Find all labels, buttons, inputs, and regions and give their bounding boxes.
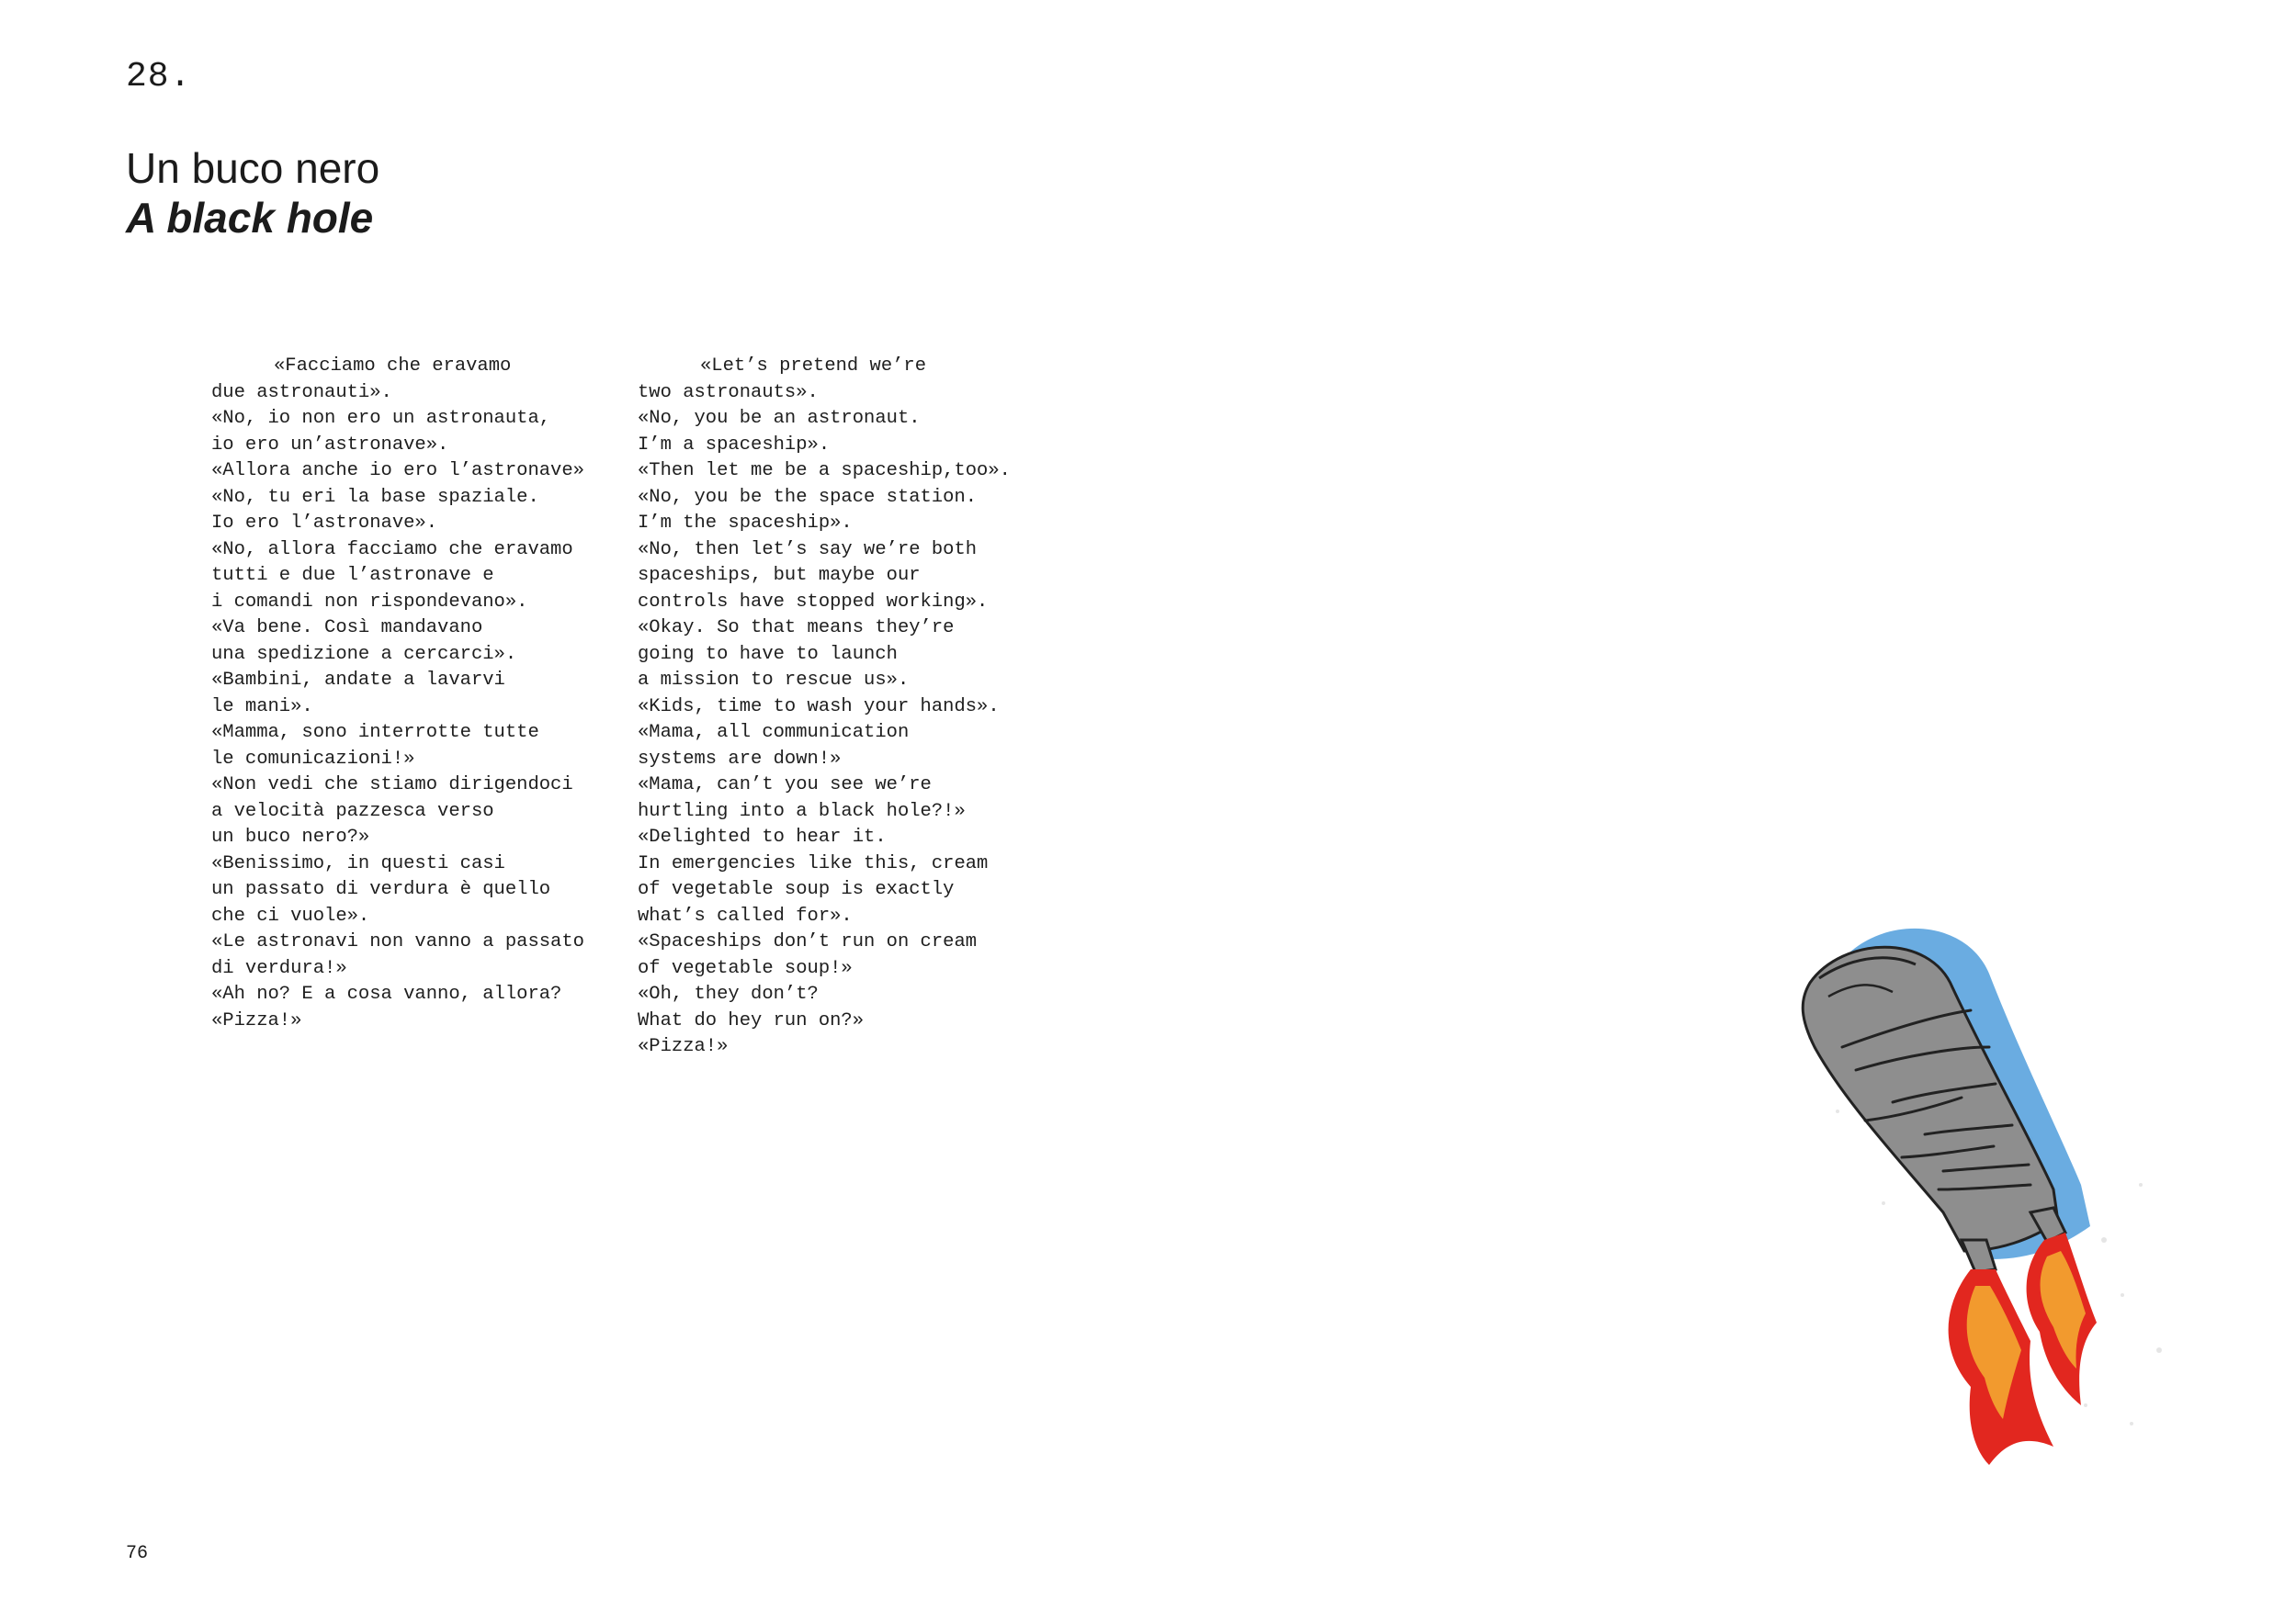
italian-text-line: le comunicazioni!»	[211, 748, 415, 770]
english-text-line: controls have stopped working».	[638, 591, 989, 613]
italian-text-line: una spedizione a cercarci».	[211, 643, 517, 665]
italian-text-line: «Va bene. Così mandavano	[211, 617, 483, 638]
title-italian: Un buco nero	[126, 144, 380, 192]
english-text-line: «No, then let’s say we’re both	[638, 538, 978, 560]
english-text-line: «Okay. So that means they’re	[638, 617, 955, 638]
italian-text-line: «Non vedi che stiamo dirigendoci	[211, 774, 573, 795]
italian-text-column	[211, 354, 616, 1034]
italian-text-line: «Ah no? E a cosa vanno, allora?	[211, 984, 562, 1005]
italian-text-line: «Facciamo che eravamo	[274, 355, 512, 377]
title-block	[126, 143, 379, 242]
italian-text-line: «Le astronavi non vanno a passato	[211, 931, 584, 952]
italian-text-line: i comandi non rispondevano».	[211, 591, 528, 613]
page-number: 76	[126, 1543, 149, 1564]
chapter-number: 28.	[126, 57, 192, 96]
english-text-column	[638, 354, 1060, 1061]
english-text-line: In emergencies like this, cream	[638, 852, 989, 874]
italian-text-line: le mani».	[211, 695, 313, 717]
english-text-line: of vegetable soup!»	[638, 957, 853, 979]
italian-text-line: «No, tu eri la base spaziale.	[211, 486, 539, 508]
english-text-line: «Mama, all communication	[638, 722, 910, 743]
english-text-line: «No, you be the space station.	[638, 486, 978, 508]
english-text-line: «Then let me be a spaceship,too».	[638, 460, 1011, 481]
english-text-line: a mission to rescue us».	[638, 670, 910, 691]
english-text-line: «No, you be an astronaut.	[638, 408, 921, 429]
english-text-line: hurtling into a black hole?!»	[638, 800, 966, 822]
italian-text-line: un passato di verdura è quello	[211, 879, 551, 900]
italian-text-line: di verdura!»	[211, 957, 347, 979]
italian-text-line: «Pizza!»	[211, 1009, 302, 1031]
english-text-line: «Pizza!»	[638, 1036, 729, 1057]
italian-text-line: due astronauti».	[211, 381, 392, 403]
italian-text-line: «Bambini, andate a lavarvi	[211, 670, 505, 691]
english-text-line: «Kids, time to wash your hands».	[638, 695, 1000, 717]
italian-text-line: «No, allora facciamo che eravamo	[211, 538, 573, 560]
english-text-line: «Spaceships don’t run on cream	[638, 931, 978, 952]
english-text-line: what’s called for».	[638, 905, 853, 927]
italian-text-line: a velocità pazzesca verso	[211, 800, 494, 822]
english-text-line: «Mama, can’t you see we’re	[638, 774, 932, 795]
title-english: A black hole	[126, 194, 374, 242]
italian-text-line: un buco nero?»	[211, 827, 370, 848]
italian-text-line: «Benissimo, in questi casi	[211, 852, 505, 874]
italian-text-line: «Mamma, sono interrotte tutte	[211, 722, 539, 743]
italian-text-line: che ci vuole».	[211, 905, 370, 927]
english-text-line: systems are down!»	[638, 748, 842, 770]
english-text-line: «Oh, they don’t?	[638, 984, 819, 1005]
italian-text-line: io ero un’astronave».	[211, 434, 449, 456]
english-text-line: What do hey run on?»	[638, 1009, 865, 1031]
english-text-line: going to have to launch	[638, 643, 898, 665]
english-text-line: «Delighted to hear it.	[638, 827, 887, 848]
italian-text-line: tutti e due l’astronave e	[211, 565, 494, 586]
english-text-line: «Let’s pretend we’re	[700, 355, 927, 377]
english-text-line: of vegetable soup is exactly	[638, 879, 955, 900]
english-text-line: I’m a spaceship».	[638, 434, 831, 456]
english-text-line: I’m the spaceship».	[638, 513, 853, 534]
english-text-line: two astronauts».	[638, 381, 819, 403]
italian-text-line: «No, io non ero un astronauta,	[211, 408, 551, 429]
italian-text-line: «Allora anche io ero l’astronave»	[211, 460, 584, 481]
rocket-illustration	[1755, 909, 2177, 1497]
english-text-line: spaceships, but maybe our	[638, 565, 921, 586]
italian-text-line: Io ero l’astronave».	[211, 513, 438, 534]
